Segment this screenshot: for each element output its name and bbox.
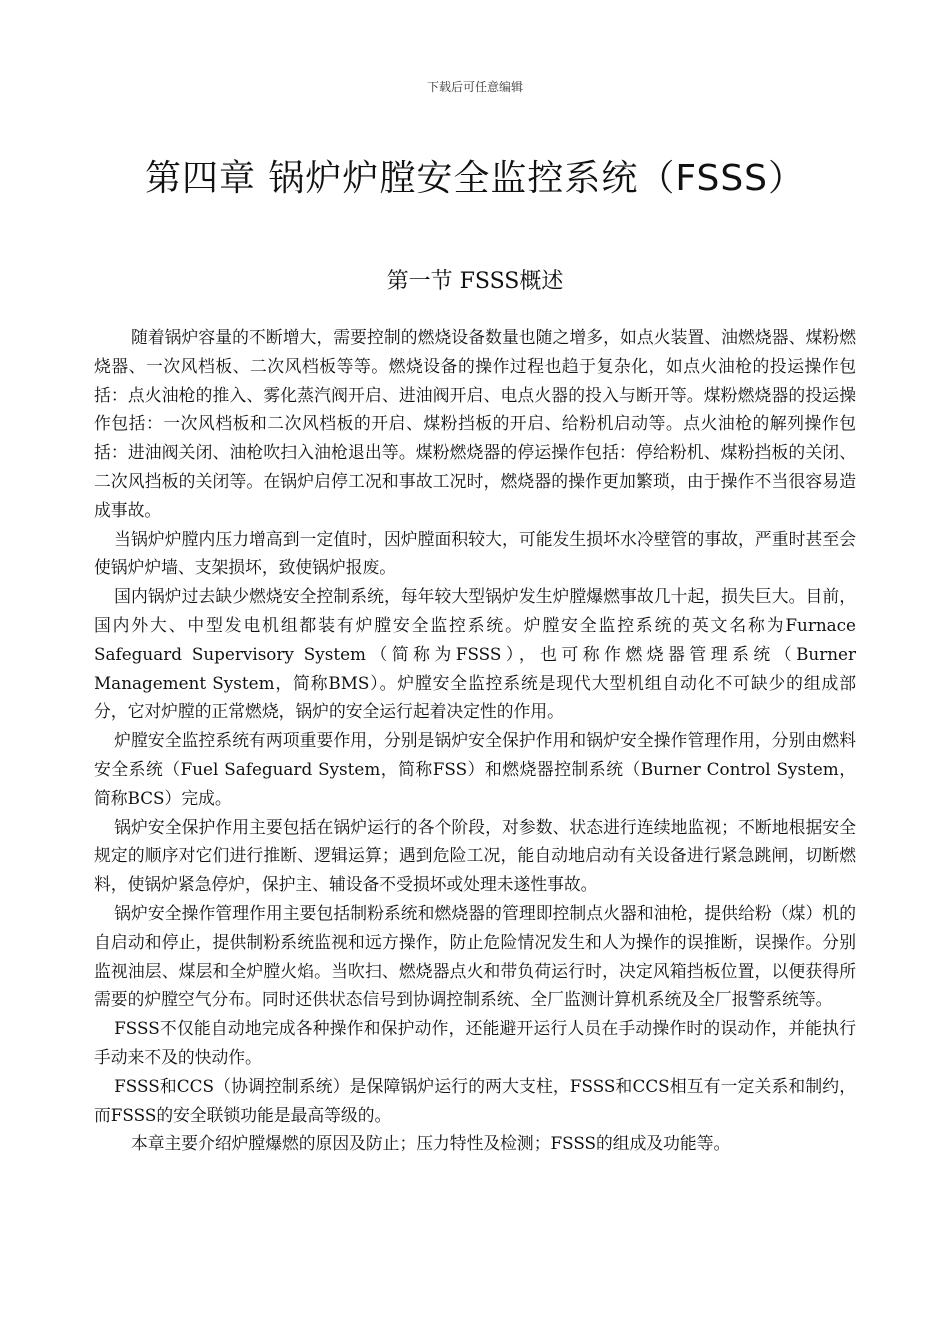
paragraph-pressure: 当锅炉炉膛内压力增高到一定值时，因炉膛面积较大，可能发生损坏水冷壁管的事故，严重时甚至会使锅炉炉墙、支架损坏，致使锅炉报废。 [94, 528, 856, 578]
paragraph-functions: 炉膛安全监控系统有两项重要作用，分别是锅炉安全保护作用和锅炉安全操作管理作用，分别由燃料安全系统（Fuel Safeguard System，简称FSS）和燃烧器控制系统（Burner Control System，简称BCS）完成。 [94, 730, 856, 808]
paragraph-history: 国内锅炉过去缺少燃烧安全控制系统，每年较大型锅炉发生炉膛爆燃事故几十起，损失巨大。目前，国内外大、中型发电机组都装有炉膛安全监控系统。炉膛安全监控系统的英文名称为Furnace Safeguard Supervisory System（简称为FSSS），也可称作燃烧器管理系统（Burner Management System，简称BMS）。炉膛安全监控系统是现代大型机组自动化不可缺少的组成部分，它对炉膛的正常燃烧，锅炉的安全运行起着决定性的作用。 [94, 586, 856, 722]
paragraph-fsss-actions: FSSS不仅能自动地完成各种操作和保护动作，还能避开运行人员在手动操作时的误动作，并能执行手动来不及的快动作。 [94, 1018, 856, 1067]
paragraph-fsss-ccs: FSSS和CCS（协调控制系统）是保障锅炉运行的两大支柱，FSSS和CCS相互有一定关系和制约，而FSSS的安全联锁功能是最高等级的。 [94, 1075, 856, 1125]
header-note: 下载后可任意编辑 [426, 80, 523, 94]
paragraph-intro: 随着锅炉容量的不断增大，需要控制的燃烧设备数量也随之增多，如点火装置、油燃烧器、煤粉燃烧器、一次风档板、二次风档板等等。燃烧设备的操作过程也趋于复杂化，如点火油枪的投运操作包括：点火油枪的推入、雾化蒸汽阀开启、进油阀开启、电点火器的投入与断开等。煤粉燃烧器的投运操作包括：一次风档板和二次风档板的开启、煤粉挡板的开启、给粉机启动等。点火油枪的解列操作包括：进油阀关闭、油枪吹扫入油枪退出等。煤粉燃烧器的停运操作包括：停给粉机、煤粉挡板的关闭、二次风挡板的关闭等。在锅炉启停工况和事故工况时，燃烧器的操作更加繁琐，由于操作不当很容易造成事故。 [94, 327, 856, 520]
paragraph-chapter-summary: 本章主要介绍炉膛爆燃的原因及防止；压力特性及检测；FSSS的组成及功能等。 [130, 1133, 731, 1154]
paragraph-operation-management: 锅炉安全操作管理作用主要包括制粉系统和燃烧器的管理即控制点火器和油枪，提供给粉（煤）机的自启动和停止，提供制粉系统监视和远方操作，防止危险情况发生和人为操作的误推断，误操作。分别监视油层、煤层和全炉膛火焰。当吹扫、燃烧器点火和带负荷运行时，决定风箱挡板位置，以便获得所需要的炉膛空气分布。同时还供状态信号到协调控制系统、全厂监测计算机系统及全厂报警系统等。 [94, 902, 856, 1010]
body-text [94, 323, 856, 1158]
section-title: 第一节 FSSS概述 [386, 269, 564, 294]
paragraph-safety-protection: 锅炉安全保护作用主要包括在锅炉运行的各个阶段，对参数、状态进行连续地监视；不断地根据安全规定的顺序对它们进行推断、逻辑运算；遇到危险工况，能自动地启动有关设备进行紧急跳闸，切断燃料，使锅炉紧急停炉，保护主、辅设备不受损坏或处理未遂性事故。 [94, 816, 856, 895]
chapter-title: 第四章 锅炉炉膛安全监控系统（FSSS） [144, 158, 806, 199]
